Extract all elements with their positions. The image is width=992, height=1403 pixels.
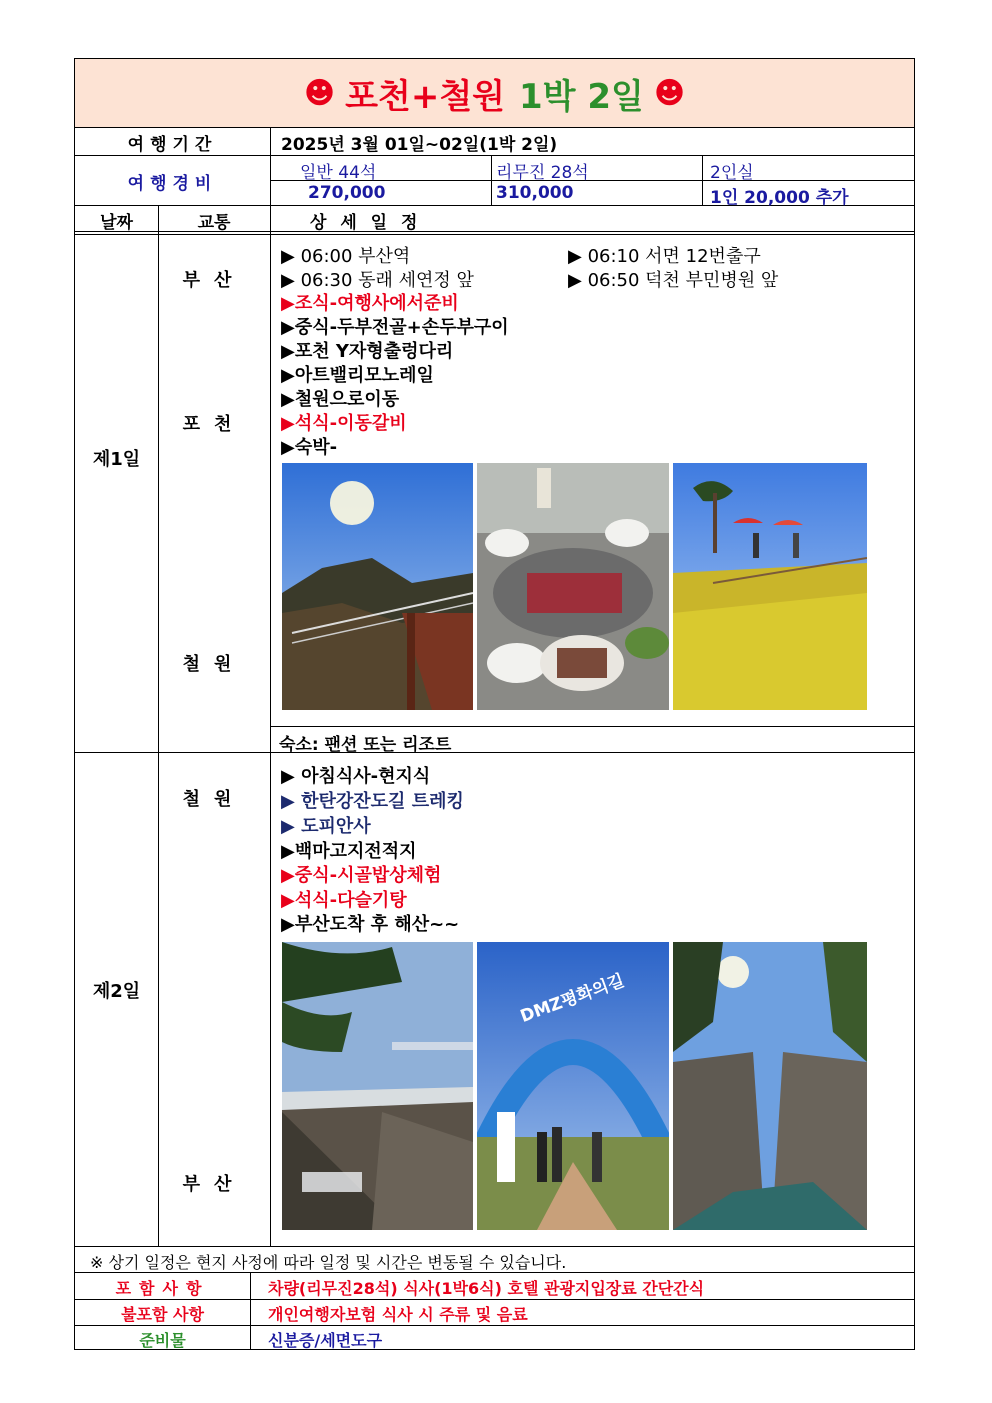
page-title	[75, 59, 914, 127]
divider	[158, 205, 159, 1246]
smiley-icon: ☻	[653, 75, 686, 111]
day2-place-busan: 부산	[182, 1174, 246, 1195]
column-date: 날짜	[100, 213, 133, 233]
divider	[75, 1299, 914, 1300]
supplies-label: 준비물	[139, 1331, 186, 1350]
schedule-item: ▶백마고지전적지	[281, 841, 417, 862]
schedule-item: ▶ 한탄강잔도길 트레킹	[281, 791, 464, 812]
day1-place-cheorwon: 철원	[182, 654, 246, 675]
cost-header-limousine: 리무진 28석	[496, 163, 589, 183]
pickup-item: ▶ 06:30 동래 세연정 앞	[281, 270, 474, 291]
lodging-info: 숙소: 팬션 또는 리조트	[279, 735, 452, 755]
included-value: 차량(리무진28석) 식사(1박6식) 호텔 관광지입장료 간단간식	[268, 1279, 705, 1298]
schedule-item: ▶조식-여행사에서준비	[281, 293, 459, 314]
galbi-meal-photo	[477, 463, 669, 710]
divider	[270, 127, 271, 1246]
included-label: 포함사항	[115, 1279, 210, 1298]
divider	[75, 1246, 914, 1247]
day2-label: 제2일	[92, 981, 141, 1002]
pickup-item: ▶ 06:00 부산역	[281, 246, 411, 267]
day1-place-pocheon: 포천	[182, 414, 246, 435]
gorge-river-photo	[673, 942, 867, 1230]
title-duration: 1박 2일	[519, 76, 644, 117]
cost-value-twin: 1인 20,000 추가	[710, 188, 849, 208]
notice-text: ※ 상기 일정은 현지 사정에 따라 일정 및 시간은 변동될 수 있습니다.	[90, 1253, 567, 1272]
pickup-item: ▶ 06:10 서면 12번출구	[568, 246, 761, 267]
period-label: 여행기간	[127, 135, 218, 155]
day1-label: 제1일	[92, 449, 141, 470]
dmz-sign-text: DMZ평화의길	[517, 970, 628, 1027]
divider	[75, 127, 914, 128]
schedule-item: ▶중식-시골밥상체험	[281, 865, 442, 886]
cost-value-limousine: 310,000	[496, 183, 574, 203]
schedule-item: ▶부산도착 후 해산~~	[281, 914, 460, 935]
dmz-peace-trail-photo	[477, 942, 669, 1230]
cost-header-twin: 2인실	[710, 163, 754, 183]
divider	[270, 726, 914, 727]
rapeseed-field-photo	[673, 463, 867, 710]
cost-value-regular: 270,000	[308, 183, 386, 203]
schedule-item: ▶포천 Y자형출렁다리	[281, 341, 454, 362]
divider	[75, 234, 914, 235]
cost-label: 여행경비	[127, 174, 218, 194]
divider	[75, 752, 914, 753]
divider	[75, 1325, 914, 1326]
smiley-icon: ☻	[303, 75, 336, 111]
divider	[75, 155, 914, 156]
excluded-value: 개인여행자보험 식사 시 주류 및 음료	[268, 1305, 528, 1324]
divider	[250, 1272, 251, 1350]
schedule-item: ▶숙박-	[281, 437, 338, 458]
divider	[702, 155, 703, 205]
cost-header-regular: 일반 44석	[300, 163, 377, 183]
schedule-item: ▶석식-다슬기탕	[281, 890, 407, 911]
title-destination: 포천+철원	[345, 76, 506, 117]
divider	[491, 155, 492, 205]
schedule-item: ▶아트밸리모노레일	[281, 365, 434, 386]
excluded-label: 불포함 사항	[121, 1305, 204, 1324]
schedule-item: ▶석식-이동갈비	[281, 413, 407, 434]
schedule-item: ▶ 아침식사-현지식	[281, 766, 431, 787]
column-transport: 교통	[197, 213, 231, 233]
schedule-item: ▶ 도피안사	[281, 816, 371, 837]
day2-place-cheorwon: 철원	[182, 789, 246, 810]
pickup-item: ▶ 06:50 덕천 부민병원 앞	[568, 270, 779, 291]
supplies-value: 신분증/세면도구	[268, 1331, 383, 1350]
suspension-bridge-photo	[282, 463, 473, 710]
column-detail: 상 세 일 정	[310, 213, 422, 233]
hantan-trail-photo	[282, 942, 473, 1230]
period-value: 2025년 3월 01일~02일(1박 2일)	[281, 135, 558, 155]
day1-place-busan: 부산	[182, 270, 246, 291]
schedule-item: ▶철원으로이동	[281, 389, 400, 410]
schedule-item: ▶중식-두부전골+손두부구이	[281, 317, 509, 338]
